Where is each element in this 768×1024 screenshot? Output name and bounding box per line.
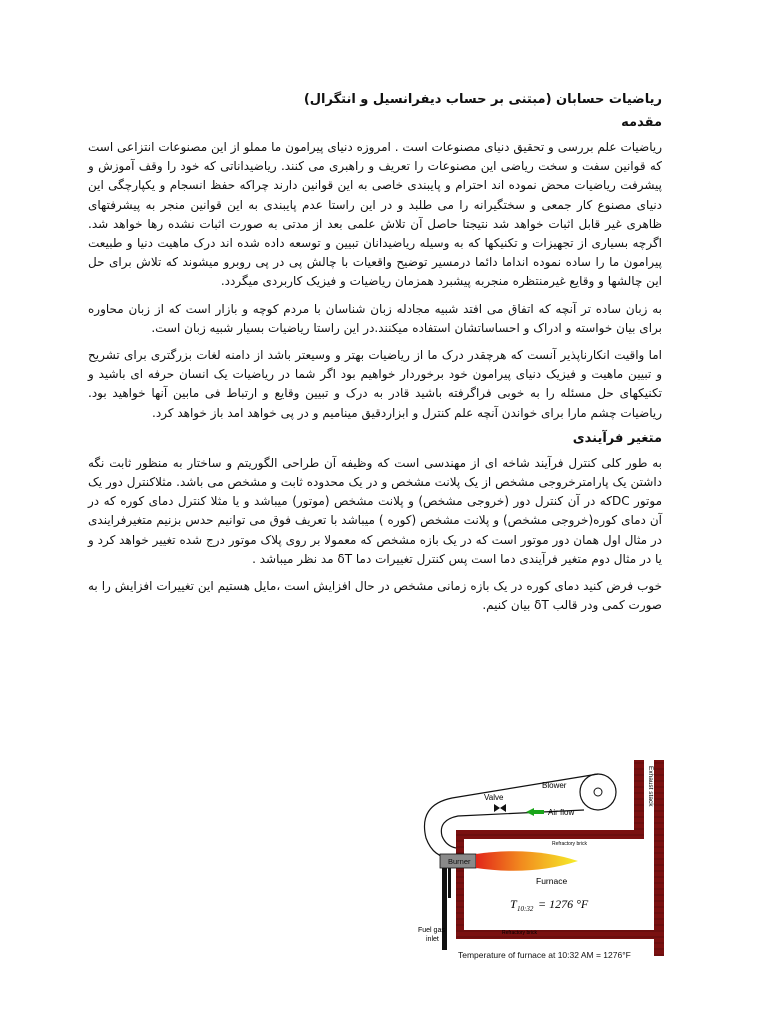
fuel-gas-inlet-label: inlet bbox=[426, 936, 439, 943]
fuel-gas-label: Fuel gas bbox=[418, 927, 445, 934]
exhaust-stack-right-wall bbox=[654, 760, 664, 956]
furnace-label: Furnace bbox=[536, 876, 568, 886]
furnace-top-wall bbox=[456, 830, 644, 839]
blower-hub bbox=[594, 788, 602, 796]
airflow-label: Air flow bbox=[548, 808, 575, 817]
blower-label: Blower bbox=[542, 781, 567, 790]
fuel-gas-pipe-branch bbox=[448, 868, 451, 898]
airflow-arrow-shaft bbox=[534, 810, 544, 814]
exhaust-label: Exhaust stack bbox=[647, 766, 654, 807]
furnace-diagram bbox=[412, 760, 668, 964]
document-title: ریاضیات حسابان (مبتنی بر حساب دیفرانسیل و انتگرال) bbox=[303, 92, 662, 107]
paragraph: به زبان ساده تر آنچه که اتفاق می افتد شبیه مجادله زبان شناسان با مردم کوچه و بازار است که از زبان محاوره برای بیان خواسته و ادراک و احساساتشان استفاده میکنند.در این راستا ریاضیات بسیار شبیه زبان است. bbox=[88, 301, 662, 335]
exhaust-stack-left-wall bbox=[634, 760, 644, 830]
section-heading-process-variable: متغیر فرآیندی bbox=[572, 430, 662, 446]
figure-caption: Temperature of furnace at 10:32 AM = 1276°F bbox=[458, 950, 631, 960]
fuel-gas-pipe bbox=[442, 868, 447, 950]
temperature-symbol: T bbox=[510, 897, 517, 911]
valve-label: Valve bbox=[484, 793, 504, 802]
document-body bbox=[88, 92, 662, 623]
section-heading-introduction: مقدمه bbox=[621, 115, 662, 130]
paragraph: خوب فرض کنید دمای کوره در یک بازه زمانی مشخص در حال افزایش است ،مایل هستیم این تغییرات افزایش را به صورت کمی ودر قالب δT بیان کنیم. bbox=[88, 579, 662, 613]
furnace-bottom-wall bbox=[456, 930, 664, 939]
paragraph: ریاضیات علم بررسی و تحقیق دنیای مصنوعات است . امروزه دنیای پیرامون ما مملو از این مصنوعات انتزاعی است که قوانین سفت و سخت ریاضی این مصنوعات را تعریف و راهبری می کنند. ریاضیداناتی که خود را وقف آموزش و پیشرفت ریاضیات محض نموده اند احترام و پایبندی خاصی به این قوانین دارند چراکه حفظ انسجام و یکپارچگی این دنیای مصنوع کار جمعی و سختگیرانه را می طلبد و در این راستا عدم پایبندی به این قوانین منجر به پیشرفتهای ظاهری غیر قابل اثبات خواهد شد نتیجتا حاصل آن تلاش علمی بعد از مدتی به صورت اثبات نشده رها خواهد شد. اگرچه بسیاری از تجهیزات و تکنیکها که به وسیله ریاضیدانان تبیین و توسعه داده شده اند درک ماهیت دنیا و طبیعت پیرامون ما را ساده نموده انداما دائما درمسیر توضیح واقعیات با چالش پی در پی روبرو میشوند که تلاش برای حل این چالشها و وقایع غیرمنتظره منجربه پیشبرد همزمان ریاضیات و فیزیک کاربردی میگردد. bbox=[88, 140, 662, 289]
paragraph: اما واقیت انکارناپذیر آنست که هرچقدر درک ما از ریاضیات بهتر و وسیعتر باشد از دامنه لغات بزرگتری برای تشریح و تبیین ماهیت و فیزیک دنیای پیرامون خود برخوردار خواهیم بود اگر شما در ریاضیات یک انسان حرفه ای باشید و تکنیکهای حل مسئله را به خوبی فراگرفته باشید قادر به درک و تبیین وقایع و ارتباط فی مابین آنها خواهید بود. ریاضیات چشم مارا برای خواندن آنچه علم کنترل و ابزاردقیق مینامیم و در پی خواهد امد باز خواهد کرد. bbox=[88, 348, 662, 420]
furnace-left-wall bbox=[456, 830, 464, 939]
refractory-top-label: Refractory brick bbox=[552, 841, 588, 847]
paragraph: به طور کلی کنترل فرآیند شاخه ای از مهندسی است که وظیفه آن طراحی الگوریتم و ساختار به منظور ثابت نگه داشتن یک پارامترخروجی مشخص از یک پلانت مشخص و در یک محدوده ثابت و مشخص می باشد. مثلاکنترل دور یک موتور DCکه در آن کنترل دور (خروجی مشخص) و پلانت مشخص (موتور) میباشد و یا مثلا کنترل دمای کوره که در آن دمای کوره(خروجی مشخص) و پلانت مشخص (کوره ) میباشد با تعریف فوق می توانیم حدس بزنیم متغیرفرایندی در مثال اول همان دور موتور است که در یک بازه مشخص که معمولا بر روی پلاک موتور درج شده تغییر خواهد کرد و یا در مثال دوم متغیر فرآیندی دما است پس کنترل تغییرات دما δT مد نظر میباشد . bbox=[88, 455, 662, 566]
temperature-time-subscript: 10:32 bbox=[517, 905, 534, 913]
valve-shape bbox=[494, 804, 500, 812]
valve-shape bbox=[500, 804, 506, 812]
refractory-bottom-label: Refractory brick bbox=[502, 930, 538, 936]
flame-icon bbox=[476, 851, 578, 871]
airflow-arrow-head bbox=[526, 808, 534, 816]
temperature-value: = 1276 °F bbox=[538, 897, 589, 911]
burner-label: Burner bbox=[448, 857, 471, 866]
